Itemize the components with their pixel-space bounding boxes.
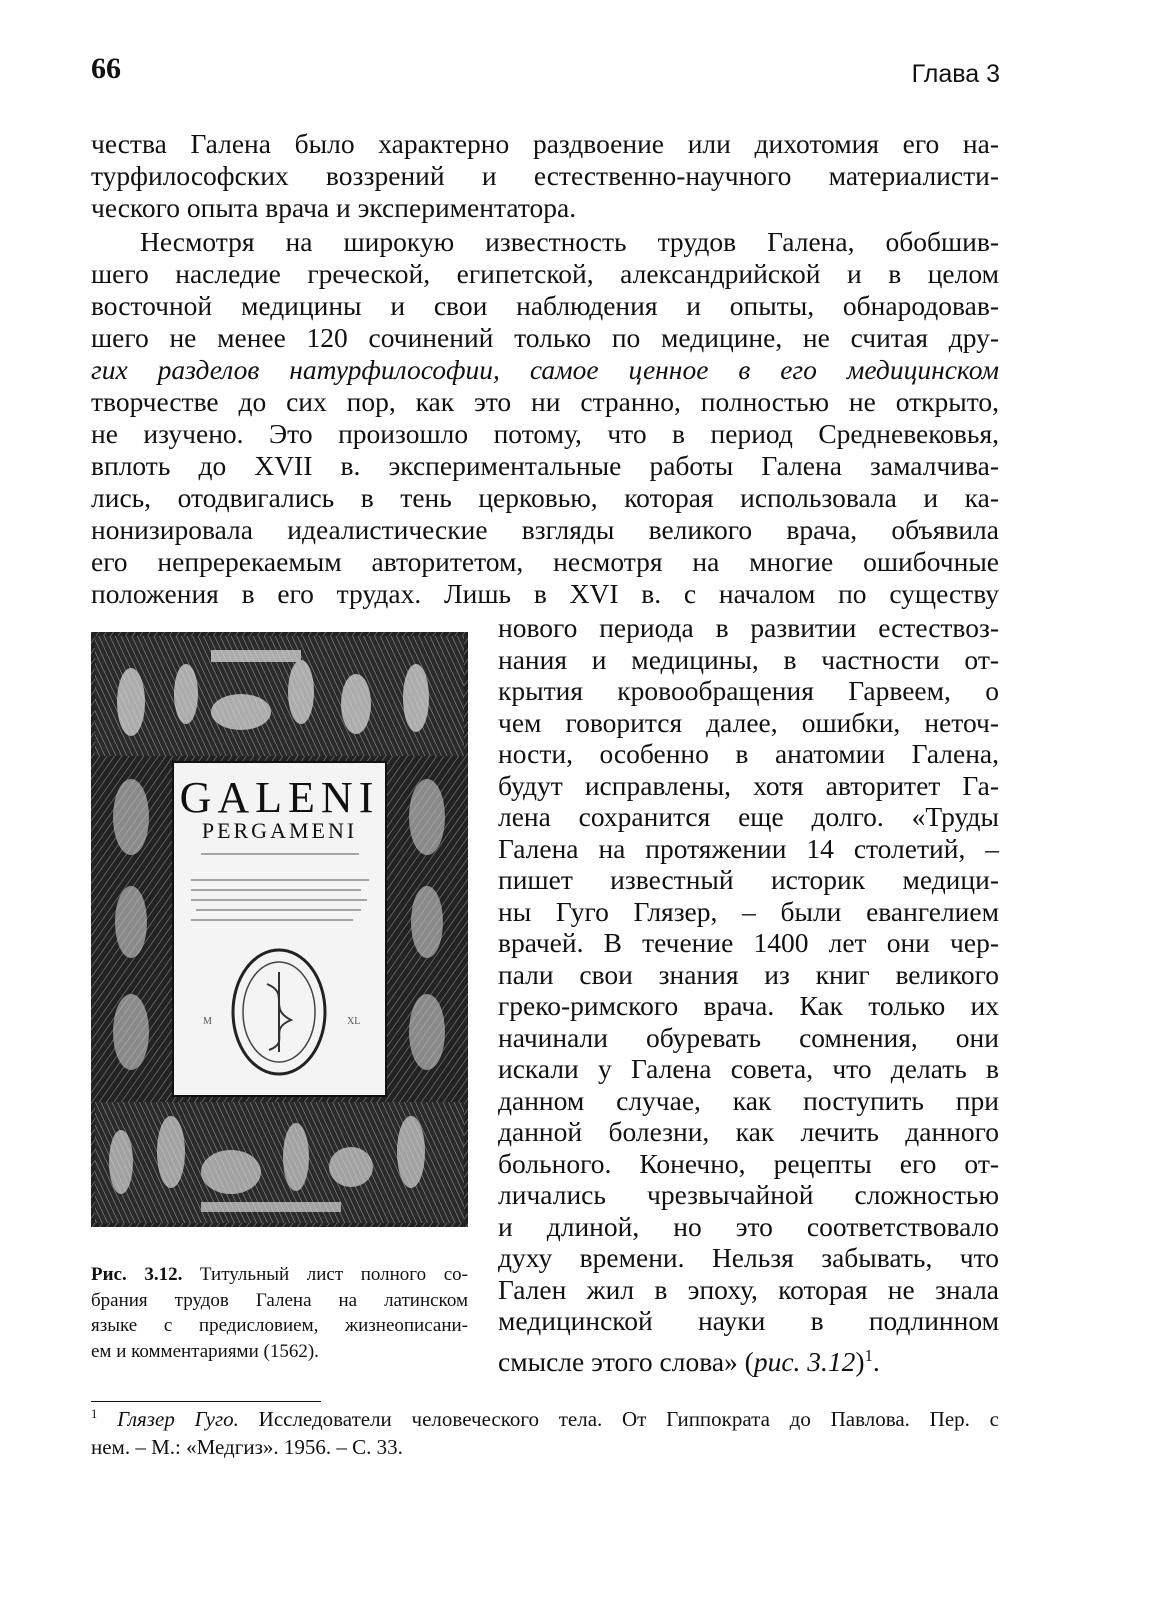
text-line: ны Гуго Глязер, – были евангелием (498, 895, 999, 927)
text-line: нонизировала идеалистические взгляды великого врача, объявила (91, 514, 999, 545)
text-line: восточной медицины и свои наблюдения и опыты, обнародовав- (91, 290, 999, 321)
text-line: творчестве до сих пор, как это ни странно, полностью не открыто, (91, 386, 999, 417)
text-line: вплоть до XVII в. экспериментальные работы Галена замалчива- (91, 450, 999, 481)
text-fragment: смысле этого слова» ( (498, 1346, 754, 1377)
text-line-final (498, 1346, 999, 1378)
text-line: ности, особенно в анатомии Галена, (498, 738, 999, 769)
footnote-marker: 1 (864, 1345, 873, 1365)
figure-subtitle: PERGAMENI (201, 818, 358, 843)
footnote-author: Глязер Гуго. (117, 1407, 239, 1431)
italic-text-line: гих разделов натурфилософии, самое ценное в его медицинском (91, 354, 999, 385)
text-line: медицинской науки в подлинном (498, 1305, 999, 1336)
text-line: положения в его трудах. Лишь в XVI в. с началом по существу (91, 578, 999, 609)
text-fragment: . (872, 1346, 880, 1377)
text-line: лись, отодвигались в тень церковью, которая использовала и ка- (91, 482, 999, 513)
text-line: лена сохранится еще долго. «Труды (498, 801, 999, 832)
text-line: нания и медицины, в частности от- (498, 643, 999, 675)
figure-title: GALENI (179, 773, 380, 822)
text-line: чества Галена было характерно раздвоение или дихотомия его на- (91, 128, 999, 159)
text-line: больного. Конечно, рецепты его от- (498, 1147, 999, 1179)
text-line: ческого опыта врача и экспериментатора. (91, 192, 577, 223)
svg-text:XL: XL (347, 1016, 361, 1027)
footnote-divider (91, 1401, 321, 1402)
text-line: пишет известный историк медици- (498, 864, 999, 895)
text-line: Гален жил в эпоху, которая не знала (498, 1273, 999, 1305)
title-page-engraving (91, 632, 468, 1227)
text-line: нового периода в развитии естествоз- (498, 612, 999, 643)
text-line: начинали обуревать сомнения, они (498, 1021, 999, 1053)
text-line: личались чрезвычайной сложностью (498, 1179, 999, 1210)
caption-text: Титульный лист полного со- (182, 1264, 468, 1285)
caption-text: ем и комментариями (1562). (91, 1340, 319, 1362)
text-line: врачей. В течение 1400 лет они чер- (498, 927, 999, 958)
text-line: крытия кровообращения Гарвеем, о (498, 675, 999, 706)
text-line: его непререкаемым авторитетом, несмотря на многие ошибочные (91, 546, 999, 577)
svg-text:M: M (203, 1016, 212, 1027)
text-line: Несмотря на широкую известность трудов Галена, обобшив- (140, 226, 999, 257)
text-line: чем говорится далее, ошибки, неточ- (498, 706, 999, 738)
text-line: шего не менее 120 сочинений только по медицине, не считая дру- (91, 322, 999, 353)
text-line: данном случае, как поступить при (498, 1084, 999, 1116)
caption-label: Рис. 3.12. (91, 1264, 183, 1285)
chapter-title: Глава 3 (911, 60, 1000, 88)
text-line: Галена на протяжении 14 столетий, – (498, 832, 999, 864)
figure-reference: рис. 3.12 (753, 1346, 856, 1377)
footnote-line (91, 1405, 999, 1433)
caption-text: брания трудов Галена на латинском (91, 1289, 468, 1311)
footnote-mark: 1 (91, 1407, 98, 1421)
caption-text: языке с предисловием, жизнеописани- (91, 1315, 468, 1336)
text-line: пали свои знания из книг великого (498, 958, 999, 990)
text-line: и длиной, но это соответствовало (498, 1210, 999, 1242)
figure-caption (91, 1262, 468, 1364)
text-line: турфилософских воззрений и естественно-научного материалисти- (91, 160, 999, 191)
text-fragment: ) (855, 1346, 865, 1377)
text-line: греко-римского врача. Как только их (498, 990, 999, 1021)
page-number: 66 (91, 52, 121, 85)
text-line: шего наследие греческой, египетской, александрийской и в целом (91, 258, 999, 289)
text-line: данной болезни, как лечить данного (498, 1116, 999, 1147)
text-line: искали у Галена совета, что делать в (498, 1053, 999, 1084)
text-line: духу времени. Нельзя забывать, что (498, 1242, 999, 1273)
text-line: будут исправлены, хотя авторитет Га- (498, 769, 999, 801)
text-line: не изучено. Это произошло потому, что в период Средневековья, (91, 418, 999, 449)
footnote-text: Исследователи человеческого тела. От Гиппократа до Павлова. Пер. с (238, 1407, 999, 1431)
footnote-line: нем. – М.: «Медгиз». 1956. – С. 33. (91, 1435, 403, 1459)
